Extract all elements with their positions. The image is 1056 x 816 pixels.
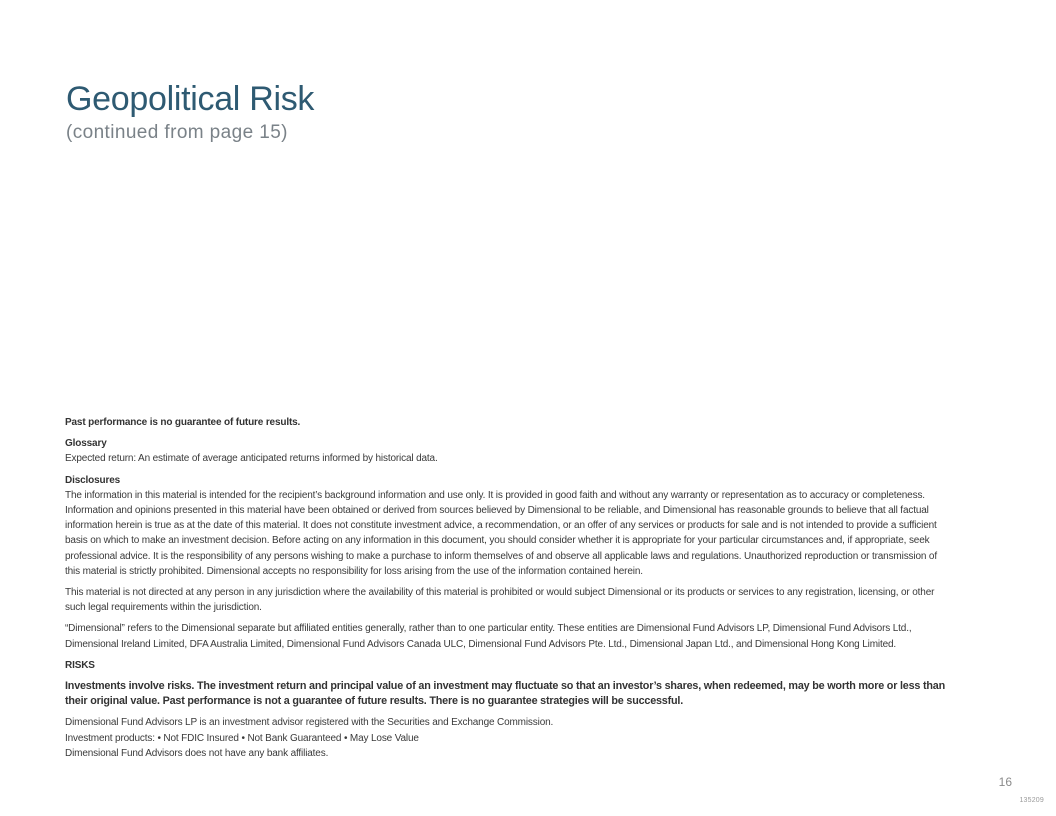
bank-affiliates-line: Dimensional Fund Advisors does not have any bank affiliates.: [65, 747, 329, 759]
risks-text: Investments involve risks. The investment return and principal value of an investment may fluctuate so that an investor’s shares, when redeemed, may be worth more or less than their original value. Past performance is not a guarantee of future results. There is no guarantee strategies will be successful.: [65, 680, 946, 708]
page-title: Geopolitical Risk: [66, 80, 315, 118]
glossary-block: [65, 436, 950, 466]
past-performance-note: Past performance is no guarantee of future results.: [65, 417, 301, 428]
dimensional-definition-text: “Dimensional” refers to the Dimensional separate but affiliated entities generally, rather than to one particular entity. These entities are Dimensional Fund Advisors LP, Dimensional Fund Advisors Ltd., Dimensional Ireland Limited, DFA Australia Limited, Dimensional Fund Advisors Canada ULC, Dimensional Fund Advisors Pte. Ltd., Dimensional Japan Ltd., and Dimensional Hong Kong Limited.: [65, 623, 912, 650]
risks-heading: RISKS: [65, 659, 95, 671]
disclosures-block: [65, 473, 950, 579]
products-line: Investment products: • Not FDIC Insured • Not Bank Guaranteed • May Lose Value: [65, 732, 419, 744]
page-number: 16: [998, 775, 1012, 789]
glossary-text: Expected return: An estimate of average anticipated returns informed by historical data.: [65, 453, 438, 465]
regulatory-block: [65, 715, 950, 761]
registration-line: Dimensional Fund Advisors LP is an investment advisor registered with the Securities and Exchange Commission.: [65, 717, 554, 729]
glossary-heading: Glossary: [65, 438, 107, 450]
disclosures-text: The information in this material is intended for the recipient’s background information and use only. It is provided in good faith and without any warranty or representation as to accuracy or completeness. Information and opinions presented in this material have been obtained or derived from sources believed by Dimensional to be reliable, and Dimensional has reasonable grounds to believe that all factual information herein is true as at the date of this material. It does not constitute investment advice, a recommendation, or an offer of any services or products for sale and is not intended to provide a sufficient basis on which to make an investment decision. Before acting on any information in this document, you should consider whether it is appropriate for your particular circumstances and, if appropriate, seek professional advice. It is the responsibility of any persons wishing to make a purchase to inform themselves of and observe all applicable laws and regulations. Unauthorized reproduction or transmission of this material is strictly prohibited. Dimensional accepts no responsibility for loss arising from the use of the information contained herein.: [65, 489, 937, 577]
page-subtitle: (continued from page 15): [66, 122, 288, 143]
disclosures-heading: Disclosures: [65, 474, 121, 486]
jurisdiction-text: This material is not directed at any person in any jurisdiction where the availability of this material is prohibited or would subject Dimensional or its products or services to any registration, licensing, or other such legal requirements within the jurisdiction.: [65, 587, 935, 614]
document-code: 135209: [1019, 797, 1044, 804]
footnotes-section: [65, 415, 950, 767]
